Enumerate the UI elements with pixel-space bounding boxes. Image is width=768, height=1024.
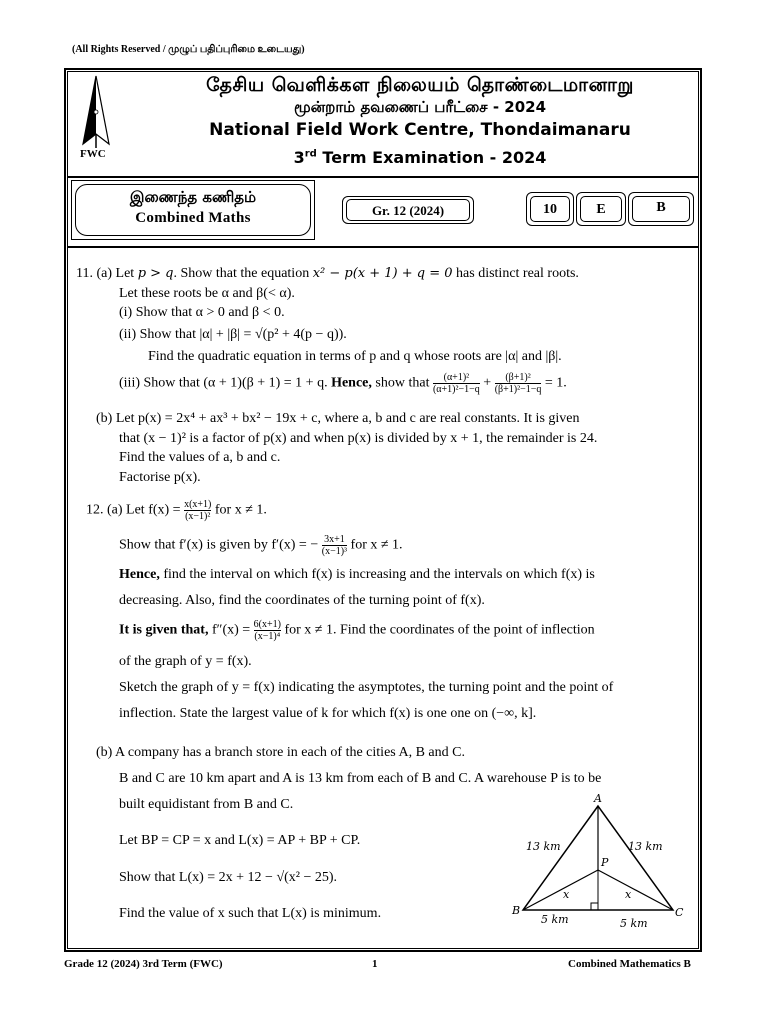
q11-a-ii: (ii) Show that |α| + |β| = √(p² + 4(p − q)). <box>119 327 347 342</box>
exam-name: 3rd Term Examination - 2024 <box>293 148 547 167</box>
centre-name: National Field Work Centre, Thondaimanaru <box>209 120 631 140</box>
q12-b-line1: (b) A company has a branch store in each of the cities A, B and C. <box>96 745 465 760</box>
q12-b-line3: built equidistant from B and C. <box>119 797 294 812</box>
q12-a-line4: decreasing. Also, find the coordinates of the turning point of f(x). <box>119 593 485 608</box>
q11-a-line2: Let these roots be α and β(< α). <box>119 286 295 301</box>
label-c: C <box>675 906 684 919</box>
triangle-figure <box>505 788 695 933</box>
q11-b-line3: Find the values of a, b and c. <box>119 450 281 465</box>
label-b: B <box>512 904 521 917</box>
grade-label: Gr. 12 (2024) <box>346 199 470 221</box>
label-ab-length: 13 km <box>526 840 561 853</box>
q11-a-iii: (iii) Show that (α + 1)(β + 1) = 1 + q. Hence, show that $\frac{\text{(α+1)²}}{\text{(α+1)²−1−q}}$ + $\frac{\text{(β+1)²}}{\text{(β+1)²−1−q}}$ = 1. <box>119 372 567 395</box>
rights-notice: (All Rights Reserved / முழுப் பதிப்புரிமை உடையது) <box>72 44 305 55</box>
q12-a-line3: Hence, find the interval on which f(x) is increasing and the intervals on which f(x) is <box>119 567 595 582</box>
logo-label: FWC <box>80 148 106 160</box>
fraction-fprime: $\frac{3x+1}{\text{(x−1)³}}$ <box>321 534 348 557</box>
label-p: P <box>601 856 609 869</box>
exam-name-tamil: மூன்றாம் தவணைப் பரீட்சை - 2024 <box>293 98 547 116</box>
subject-english: Combined Maths <box>135 210 251 226</box>
label-cp-x: x <box>625 888 632 901</box>
q12-a-line1: 12. (a) Let f(x) = $\frac{x(x+1)}{\text{(x−1)²}}$ for x ≠ 1. <box>86 499 267 522</box>
code-paper: 10 <box>530 196 570 222</box>
q11-b-line4: Factorise p(x). <box>119 470 201 485</box>
q12-b-line2: B and C are 10 km apart and A is 13 km from each of B and C. A warehouse P is to be <box>119 771 602 786</box>
q12-a-line8: inflection. State the largest value of k for which f(x) is one one on (−∞, k]. <box>119 706 537 721</box>
header-divider <box>67 176 699 178</box>
footer-page-number: 1 <box>372 958 378 970</box>
right-angle-mark <box>591 903 598 910</box>
fraction-fdoubleprime: $\frac{6(x+1)}{\text{(x−1)⁴}}$ <box>253 619 281 642</box>
centre-name-tamil: தேசிய வெளிக்கள நிலையம் தொண்டைமானாறு <box>206 74 634 96</box>
q11-a-line1: 11. (a) Let p > q. Show that the equation x² − p(x + 1) + q = 0 has distinct real roots. <box>76 266 579 281</box>
label-bp-x: x <box>563 888 570 901</box>
label-dc-length: 5 km <box>620 917 648 930</box>
q11-a-i: (i) Show that α > 0 and β < 0. <box>119 305 285 320</box>
fraction-f: $\frac{x(x+1)}{\text{(x−1)²}}$ <box>184 499 212 522</box>
code-part: B <box>632 196 690 222</box>
q11-b-line2: that (x − 1)² is a factor of p(x) and when p(x) is divided by x + 1, the remainder is 24. <box>119 431 598 446</box>
q12-a-line5: It is given that, f″(x) = $\frac{6(x+1)}{\text{(x−1)⁴}}$ for x ≠ 1. Find the coordinates of the point of inflection <box>119 619 595 642</box>
subject-divider <box>67 246 699 248</box>
line-cp <box>598 870 673 910</box>
q11-a-ii-part2: Find the quadratic equation in terms of p and q whose roots are |α| and |β|. <box>148 349 562 364</box>
q12-a-line6: of the graph of y = f(x). <box>119 654 252 669</box>
q11-b-line1: (b) Let p(x) = 2x⁴ + ax³ + bx² − 19x + c, where a, b and c are real constants. It is given <box>96 411 580 426</box>
footer-grade: Grade 12 (2024) 3rd Term (FWC) <box>64 958 223 970</box>
q12-b-line4: Let BP = CP = x and L(x) = AP + BP + CP. <box>119 833 361 848</box>
fraction-alpha: $\frac{\text{(α+1)²}}{\text{(α+1)²−1−q}}$ <box>432 372 480 395</box>
line-bp <box>523 870 598 910</box>
q12-a-line7: Sketch the graph of y = f(x) indicating the asymptotes, the turning point and the point of <box>119 680 614 695</box>
fraction-beta: $\frac{\text{(β+1)²}}{\text{(β+1)²−1−q}}$ <box>494 372 542 395</box>
code-medium: E <box>580 196 622 222</box>
label-ac-length: 13 km <box>628 840 663 853</box>
q12-b-line6: Find the value of x such that L(x) is minimum. <box>119 906 382 921</box>
q12-b-line5: Show that L(x) = 2x + 12 − √(x² − 25). <box>119 870 338 885</box>
label-a: A <box>594 792 602 805</box>
q12-a-line2: Show that f′(x) is given by f′(x) = − $\frac{3x+1}{\text{(x−1)³}}$ for x ≠ 1. <box>119 534 403 557</box>
label-bd-length: 5 km <box>541 913 569 926</box>
subject-tamil: இணைந்த கணிதம் <box>129 188 257 206</box>
footer-subject: Combined Mathematics B <box>568 958 691 970</box>
